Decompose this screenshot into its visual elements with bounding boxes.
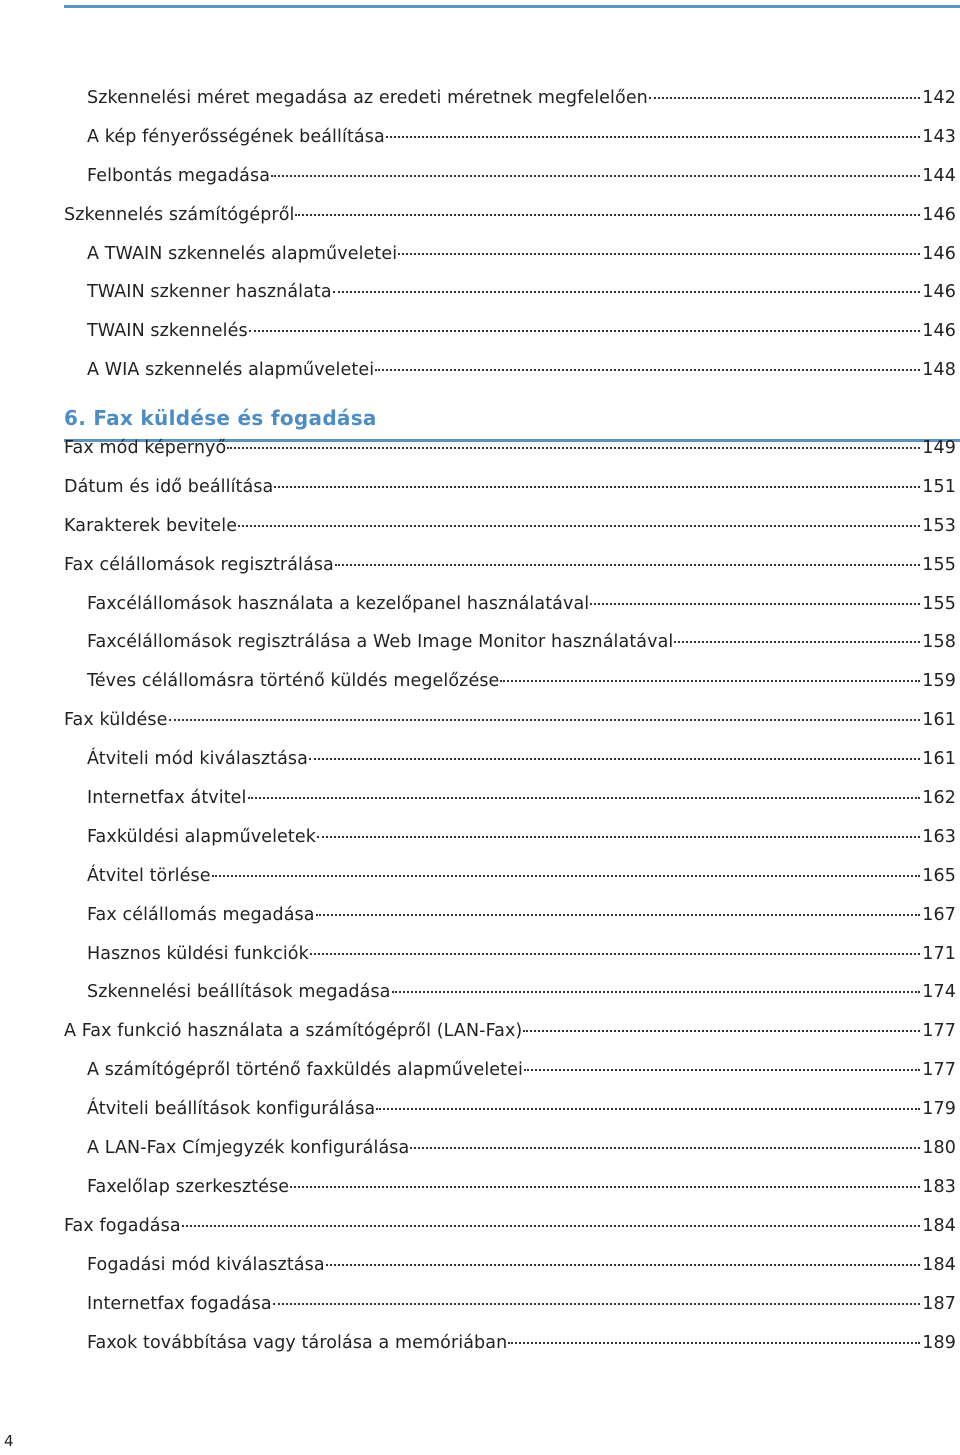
- toc-entry[interactable]: [0, 555, 960, 594]
- toc-dot-leader: [500, 680, 920, 682]
- toc-entry-title[interactable]: Internetfax átvitel: [87, 788, 247, 809]
- toc-section-before: [0, 88, 960, 399]
- toc-entry[interactable]: [0, 710, 960, 749]
- toc-entry[interactable]: [0, 905, 960, 944]
- toc-entry-title[interactable]: Dátum és idő beállítása: [64, 476, 274, 497]
- toc-dot-leader: [524, 1069, 920, 1071]
- toc-entry-title[interactable]: Átviteli beállítások konfigurálása: [87, 1099, 376, 1120]
- page-number: 4: [4, 1432, 14, 1450]
- toc-entry[interactable]: [0, 1255, 960, 1294]
- toc-entry-title[interactable]: Fax mód képernyő: [64, 438, 227, 459]
- toc-entry-page[interactable]: 163: [922, 826, 956, 847]
- toc-entry[interactable]: [0, 1177, 960, 1216]
- toc-entry-page[interactable]: 146: [922, 243, 956, 264]
- toc-entry-title[interactable]: Átviteli mód kiválasztása: [87, 749, 308, 770]
- toc-entry-page[interactable]: 143: [922, 126, 956, 147]
- toc-entry-page[interactable]: 148: [922, 360, 956, 381]
- toc-entry-page[interactable]: 184: [922, 1254, 956, 1275]
- toc-entry-page[interactable]: 189: [922, 1332, 956, 1353]
- toc-entry-title[interactable]: Téves célállomásra történő küldés megelőzése: [87, 671, 500, 692]
- toc-entry-title[interactable]: Fogadási mód kiválasztása: [87, 1254, 325, 1275]
- toc-entry-title[interactable]: A Fax funkció használata a számítógépről (LAN-Fax): [64, 1021, 523, 1042]
- toc-entry-title[interactable]: Fax fogadása: [64, 1215, 181, 1236]
- toc-dot-leader: [169, 719, 921, 721]
- toc-entry-title[interactable]: Szkennelési méret megadása az eredeti méretnek megfelelően: [87, 88, 648, 108]
- toc-entry[interactable]: [0, 944, 960, 983]
- toc-entry-page[interactable]: 162: [922, 788, 956, 809]
- toc-dot-leader: [392, 991, 921, 993]
- toc-entry-title[interactable]: Fax küldése: [64, 710, 168, 731]
- toc-dot-leader: [274, 486, 920, 488]
- toc-entry-page[interactable]: 161: [922, 710, 956, 731]
- toc-dot-leader: [182, 1225, 921, 1227]
- toc-entry-page[interactable]: 165: [922, 865, 956, 886]
- toc-entry-title[interactable]: A WIA szkennelés alapműveletei: [87, 360, 375, 381]
- toc-dot-leader: [310, 953, 920, 955]
- toc-entry[interactable]: [0, 1021, 960, 1060]
- toc-dot-leader: [333, 291, 921, 293]
- toc-dot-leader: [508, 1342, 920, 1344]
- toc-dot-leader: [238, 525, 920, 527]
- toc-dot-leader: [273, 1303, 921, 1305]
- toc-entry[interactable]: [0, 205, 960, 244]
- toc-entry-page[interactable]: 183: [922, 1176, 956, 1197]
- toc-entry-title[interactable]: Faxok továbbítása vagy tárolása a memóriában: [87, 1332, 508, 1353]
- toc-entry-title[interactable]: TWAIN szkenner használata: [87, 282, 332, 303]
- toc-entry-title[interactable]: Faxcélállomások használata a kezelőpanel használatával: [87, 593, 590, 614]
- chapter-heading[interactable]: [0, 399, 960, 438]
- toc-dot-leader: [590, 603, 920, 605]
- toc-entry[interactable]: [0, 477, 960, 516]
- toc-entry[interactable]: [0, 788, 960, 827]
- toc-entry-page[interactable]: 144: [922, 165, 956, 186]
- toc-dot-leader: [295, 214, 920, 216]
- toc-entry[interactable]: [0, 749, 960, 788]
- toc-entry-page[interactable]: 167: [922, 904, 956, 925]
- toc-entry-title[interactable]: TWAIN szkennelés: [87, 321, 248, 342]
- toc-entry[interactable]: [0, 982, 960, 1021]
- toc-entry-page[interactable]: 177: [922, 1021, 956, 1042]
- toc-entry-page[interactable]: 146: [922, 204, 956, 225]
- toc-entry-page[interactable]: 149: [922, 438, 956, 459]
- toc-entry-page[interactable]: 179: [922, 1099, 956, 1120]
- toc-entry-page[interactable]: 142: [922, 88, 956, 108]
- toc-entry-page[interactable]: 171: [922, 943, 956, 964]
- toc-dot-leader: [212, 875, 921, 877]
- toc-dot-leader: [410, 1147, 920, 1149]
- toc-dot-leader: [649, 97, 920, 99]
- toc-entry-title[interactable]: Átvitel törlése: [87, 865, 211, 886]
- toc-entry-title[interactable]: A LAN-Fax Címjegyzék konfigurálása: [87, 1138, 410, 1159]
- toc-entry-title[interactable]: Faxcélállomások regisztrálása a Web Image Monitor használatával: [87, 632, 674, 653]
- toc-entry-page[interactable]: 151: [922, 476, 956, 497]
- toc-entry[interactable]: [0, 88, 960, 127]
- toc-entry-title[interactable]: Fax célállomás megadása: [87, 904, 315, 925]
- toc-entry-title[interactable]: A kép fényerősségének beállítása: [87, 126, 385, 147]
- toc-entry-page[interactable]: 146: [922, 321, 956, 342]
- toc-entry-title[interactable]: A számítógépről történő faxküldés alapműveletei: [87, 1060, 523, 1081]
- toc-dot-leader: [375, 369, 920, 371]
- toc-entry-title[interactable]: Faxküldési alapműveletek: [87, 826, 316, 847]
- toc-dot-leader: [316, 914, 921, 916]
- toc-entry[interactable]: [0, 1138, 960, 1177]
- toc-entry-page[interactable]: 177: [922, 1060, 956, 1081]
- toc-entry[interactable]: [0, 1099, 960, 1138]
- toc-dot-leader: [317, 836, 920, 838]
- toc-entry-title[interactable]: Felbontás megadása: [87, 165, 271, 186]
- toc-dot-leader: [248, 797, 921, 799]
- toc-entry[interactable]: [0, 1060, 960, 1099]
- toc-dot-leader: [290, 1186, 920, 1188]
- toc-entry[interactable]: [0, 282, 960, 321]
- toc-dot-leader: [674, 641, 920, 643]
- toc-entry[interactable]: [0, 166, 960, 205]
- toc-entry[interactable]: [0, 1216, 960, 1255]
- toc-entry-title[interactable]: Hasznos küldési funkciók: [87, 943, 309, 964]
- toc-dot-leader: [386, 136, 921, 138]
- toc-entry[interactable]: [0, 127, 960, 166]
- toc-dot-leader: [523, 1030, 920, 1032]
- toc-entry-page[interactable]: 146: [922, 282, 956, 303]
- toc-entry-page[interactable]: 155: [922, 593, 956, 614]
- toc-entry[interactable]: [0, 827, 960, 866]
- toc-dot-leader: [227, 447, 920, 449]
- toc-entry-title[interactable]: Szkennelési beállítások megadása: [87, 982, 391, 1003]
- toc-dot-leader: [376, 1108, 920, 1110]
- toc-dot-leader: [335, 564, 920, 566]
- toc-dot-leader: [249, 330, 921, 332]
- toc-entry-page[interactable]: 159: [922, 671, 956, 692]
- toc-section-after: [0, 438, 960, 1371]
- toc-entry[interactable]: [0, 516, 960, 555]
- toc-entry[interactable]: [0, 866, 960, 905]
- toc-entry[interactable]: [0, 1333, 960, 1372]
- toc-entry-page[interactable]: 174: [922, 982, 956, 1003]
- toc-entry-page[interactable]: 161: [922, 749, 956, 770]
- toc-entry-page[interactable]: 158: [922, 632, 956, 653]
- toc-entry[interactable]: [0, 671, 960, 710]
- toc-entry-page[interactable]: 187: [922, 1293, 956, 1314]
- toc-dot-leader: [309, 758, 920, 760]
- toc-entry-page[interactable]: 184: [922, 1215, 956, 1236]
- toc-dot-leader: [326, 1264, 921, 1266]
- toc-entry[interactable]: [0, 594, 960, 633]
- toc-entry-title[interactable]: A TWAIN szkennelés alapműveletei: [87, 243, 398, 264]
- toc-entry[interactable]: [0, 360, 960, 399]
- chapter-title[interactable]: 6. Fax küldése és fogadása: [64, 406, 377, 431]
- toc-entry[interactable]: [0, 1294, 960, 1333]
- toc-entry-page[interactable]: 180: [922, 1138, 956, 1159]
- toc-entry[interactable]: [0, 632, 960, 671]
- toc-entry-title[interactable]: Fax célállomások regisztrálása: [64, 554, 334, 575]
- toc-dot-leader: [271, 175, 920, 177]
- toc-entry-title[interactable]: Internetfax fogadása: [87, 1293, 272, 1314]
- toc-entry[interactable]: [0, 321, 960, 360]
- toc-entry-page[interactable]: 155: [922, 554, 956, 575]
- toc-entry-title[interactable]: Karakterek bevitele: [64, 515, 238, 536]
- toc-entry[interactable]: [0, 244, 960, 283]
- top-rule: [64, 5, 960, 8]
- toc-entry[interactable]: [0, 438, 960, 477]
- toc-entry-page[interactable]: 153: [922, 515, 956, 536]
- table-of-contents: [0, 88, 960, 1371]
- toc-entry-title[interactable]: Faxelőlap szerkesztése: [87, 1176, 290, 1197]
- toc-dot-leader: [398, 253, 920, 255]
- toc-entry-title[interactable]: Szkennelés számítógépről: [64, 204, 295, 225]
